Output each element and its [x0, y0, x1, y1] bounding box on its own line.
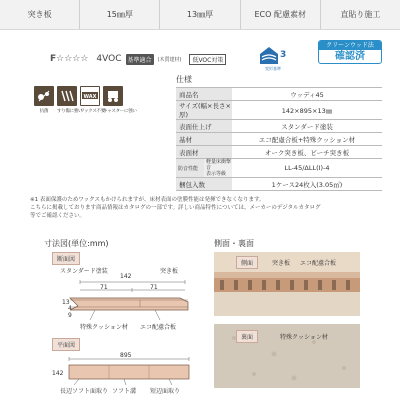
- clean-wood-title: クリーンウッド法: [319, 41, 381, 50]
- scratch-resistant-icon: [57, 86, 77, 106]
- long-soft-chamfer-label: 長辺ソフト面取り: [60, 388, 109, 395]
- sub-b-label: 9: [68, 312, 72, 319]
- standard-compliant-badge: 基準適合: [126, 54, 154, 65]
- clean-wood-confirmed: 確認済: [335, 51, 365, 62]
- category-15mm: 15㎜厚: [80, 0, 160, 29]
- back-view-label: 裏面: [236, 330, 258, 343]
- clean-wood-badge: [318, 40, 382, 64]
- eco-plywood-label: エコ配慮合板: [140, 324, 177, 331]
- plan-diagram: [64, 356, 194, 386]
- deformation-standard-label: 変形基準: [265, 66, 281, 71]
- side-veneer-label: 突き板: [272, 260, 291, 267]
- feature-wax-free: WAX ワックス不要: [80, 86, 100, 114]
- category-eco: ECO 配慮素材: [241, 0, 321, 29]
- cross-section-diagram: [60, 270, 200, 325]
- footnote: ※1 表面保護のためワックスもかけられますが、床材表面の塗膜性能は発揮できなくなります。 こちらに掲載しております商品情報はカタログの一部です。詳しい商品特性については、メーカーのデジタルカタログ 等でご確認ください。: [30, 197, 321, 219]
- spec-section: [176, 74, 382, 191]
- voc-label: 4VOC: [96, 54, 122, 64]
- spec-title: 仕様: [176, 75, 192, 84]
- width-half-left-label: 71: [100, 284, 108, 291]
- plan-view-label: 平面図: [52, 338, 80, 351]
- section-view-label: 断面図: [52, 252, 80, 265]
- antibacterial-icon: [34, 86, 54, 106]
- table-row: 基材 エコ配慮合板+特殊クッション材: [176, 133, 382, 146]
- plan-width-label: 142: [52, 370, 64, 377]
- side-view-label: 側面: [236, 256, 258, 269]
- sub-a-label: 4: [68, 305, 72, 312]
- table-row: 表面材 オーク突き板、ビーチ突き板: [176, 146, 382, 159]
- side-back-title: 側面・裏面: [214, 239, 254, 248]
- svg-text:WAX: WAX: [83, 94, 97, 100]
- house-number: 3: [280, 50, 286, 60]
- length-label: 895: [120, 352, 132, 359]
- f-star-rating: F☆☆☆☆: [50, 54, 89, 64]
- short-chamfer-label: 短辺面取り: [150, 388, 181, 395]
- caster-resistant-icon: [103, 86, 123, 106]
- soft-groove-label: ソフト溝: [112, 388, 137, 395]
- category-veneer: 突き板: [0, 0, 80, 29]
- back-cushion-label: 特殊クッション材: [280, 334, 328, 341]
- low-voc-badge: 低VOC対策: [189, 54, 226, 65]
- table-row: サイズ(幅×長さ×厚) 142×895×13㎜: [176, 101, 382, 120]
- thickness-label: 13: [62, 299, 70, 306]
- feature-icons: [34, 86, 137, 114]
- certification-row: [50, 52, 226, 66]
- feature-scratch: すり傷に強い: [57, 86, 77, 114]
- table-row: 商品名 ウッディ45: [176, 88, 382, 101]
- special-cushion-label: 特殊クッション材: [80, 324, 128, 331]
- table-row: 表面仕上げ スタンダード塗装: [176, 120, 382, 133]
- wood-material-note: (木質建材): [157, 56, 182, 63]
- side-eco-plywood-label: エコ配慮合板: [300, 260, 337, 267]
- deformation-standard-icon: [258, 44, 286, 66]
- spec-table: [176, 87, 382, 191]
- category-13mm: 13㎜厚: [160, 0, 240, 29]
- feature-caster: キャスターに強い: [103, 86, 123, 114]
- category-bar: [0, 0, 400, 30]
- width-half-right-label: 71: [150, 284, 158, 291]
- table-row: 梱包入数 1ケース24枚入(3.05㎡): [176, 178, 382, 191]
- feature-antibacterial: 抗菌: [34, 86, 54, 114]
- dimension-title: 寸法図(単位:mm): [44, 239, 109, 248]
- veneer-label: 突き板: [160, 268, 179, 275]
- wax-free-icon: [80, 86, 100, 106]
- category-direct-install: 直貼り施工: [340, 10, 381, 19]
- table-row: 防音性能 軽量床衝撃音 表示等級 LL-45/ΔLL(Ⅰ)-4: [176, 159, 382, 178]
- standard-coating-label: スタンダード塗装: [60, 268, 108, 275]
- width-total-label: 142: [120, 273, 132, 280]
